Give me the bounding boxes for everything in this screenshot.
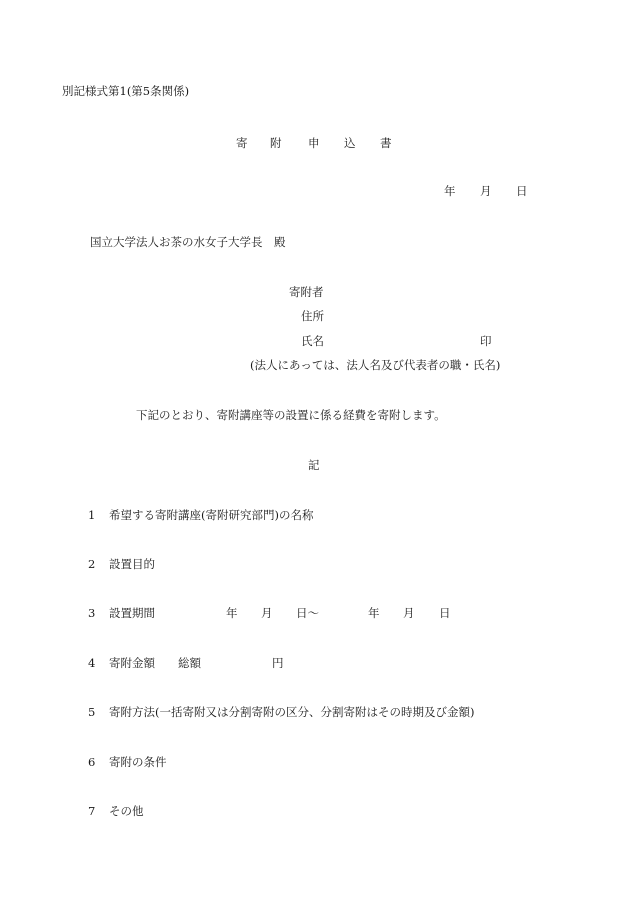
period-year-end: 年 xyxy=(368,606,380,620)
item-number: 6 xyxy=(88,755,96,769)
item-text: 設置目的 xyxy=(108,557,155,571)
item-text: 設置期間 xyxy=(108,606,155,620)
title-char: 込 xyxy=(344,136,356,150)
item-text: 寄附の条件 xyxy=(108,755,167,769)
item-number: 5 xyxy=(88,705,96,719)
item-number: 7 xyxy=(88,804,96,818)
item-6 xyxy=(88,755,166,769)
item-3 xyxy=(88,606,155,620)
item-number: 4 xyxy=(88,656,96,670)
item-text: 寄附金額 xyxy=(108,656,155,670)
statement: 下記のとおり、寄附講座等の設置に係る経費を寄附します。 xyxy=(136,408,446,422)
ki-heading: 記 xyxy=(308,458,320,472)
date-day: 日 xyxy=(516,184,528,198)
donor-label: 寄附者 xyxy=(289,285,324,299)
item-text: 希望する寄附講座(寄附研究部門)の名称 xyxy=(108,508,314,522)
item-number: 3 xyxy=(88,606,96,620)
title-char: 附 xyxy=(270,136,282,150)
period-month-start: 月 xyxy=(261,606,273,620)
period-day-end: 日 xyxy=(439,606,451,620)
seal-mark: 印 xyxy=(480,334,492,348)
donor-address-label: 住所 xyxy=(301,309,324,323)
amount-unit: 円 xyxy=(272,656,284,670)
date-year: 年 xyxy=(444,184,456,198)
item-2 xyxy=(88,557,155,571)
donor-note: (法人にあっては、法人名及び代表者の職・氏名) xyxy=(250,358,501,372)
title-char: 書 xyxy=(380,136,392,150)
item-number: 1 xyxy=(88,508,96,522)
form-label: 別記様式第1(第5条関係) xyxy=(62,84,190,98)
item-5 xyxy=(88,705,474,719)
item-text: 寄附方法(一括寄附又は分割寄附の区分、分割寄附はその時期及び金額) xyxy=(108,705,475,719)
amount-total-label: 総額 xyxy=(178,656,201,670)
date-month: 月 xyxy=(480,184,492,198)
period-year-start: 年 xyxy=(226,606,238,620)
item-number: 2 xyxy=(88,557,96,571)
period-month-end: 月 xyxy=(403,606,415,620)
item-4 xyxy=(88,656,155,670)
item-1 xyxy=(88,508,313,522)
title-char: 寄 xyxy=(236,136,248,150)
addressee: 国立大学法人お茶の水女子大学長 殿 xyxy=(90,235,286,249)
item-7 xyxy=(88,804,143,818)
item-text: その他 xyxy=(108,804,144,818)
title-char: 申 xyxy=(308,136,320,150)
period-day-start: 日〜 xyxy=(296,606,319,620)
donor-name-label: 氏名 xyxy=(301,334,324,348)
